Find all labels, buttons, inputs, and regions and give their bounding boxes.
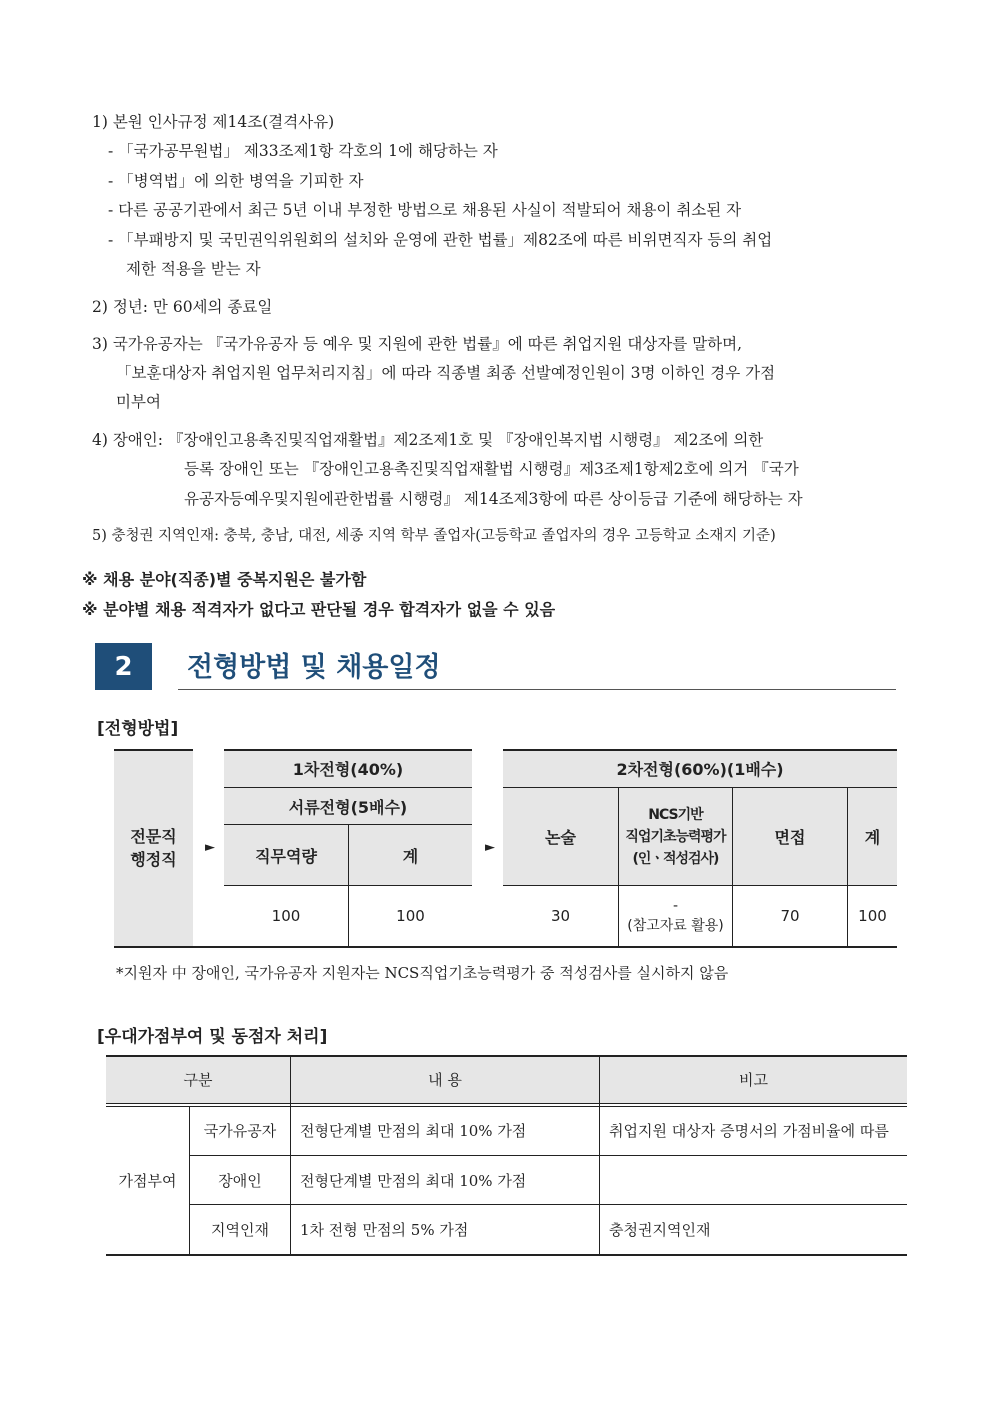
item-4-line2: 등록 장애인 또는 『장애인고용촉진및직업재활법 시행령』제3조제1항제2호에 의거 『국가 [184, 460, 799, 478]
rule [348, 825, 349, 946]
item-2: 2) 정년: 만 60세의 종료일 [92, 298, 273, 316]
rule [732, 788, 733, 946]
item-1-title: 1) 본원 인사규정 제14조(결격사유) [92, 113, 335, 131]
rule [190, 1204, 907, 1205]
rule [503, 749, 897, 751]
value-ncs [619, 886, 732, 946]
item-4-line3: 유공자등예우및지원에관한법률 시행령』 제14조제3항에 따른 상이등급 기준에 해당하는 자 [184, 490, 803, 508]
rule [503, 885, 897, 886]
document-screening-header: 서류전형(5배수) [224, 788, 472, 824]
item-1-sub-d-line1: - 「부패방지 및 국민권익위원회의 설치와 운영에 관한 법률」제82조에 따른 비위면직자 등의 취업 [108, 231, 773, 249]
rule [106, 1103, 907, 1104]
method-heading: [전형방법] [97, 719, 179, 739]
item-3-line2: 「보훈대상자 취업지원 업무처리지침」에 따라 직종별 최종 선발예정인원이 3명 이하인 경우 가점 [116, 364, 776, 382]
rule [190, 1155, 907, 1156]
item-4-line1: 4) 장애인: 『장애인고용촉진및직업재활법』제2조제1호 및 『장애인복지법 시행령』 제2조에 의한 [92, 431, 764, 449]
note-no-successful-applicant: ※ 분야별 채용 적격자가 없다고 판단될 경우 합격자가 없을 수 있음 [82, 600, 556, 619]
rule [114, 749, 193, 751]
arrow-icon: ► [205, 840, 215, 855]
rule [503, 787, 897, 788]
rule [599, 1056, 600, 1255]
essay-header: 논술 [503, 788, 618, 885]
row-type: 국가유공자 [203, 1122, 277, 1140]
rule [847, 788, 848, 946]
item-1-sub-a: - 「국가공무원법」 제33조제1항 각호의 1에 해당하는 자 [108, 142, 498, 160]
note-duplicate-application: ※ 채용 분야(직종)별 중복지원은 불가함 [82, 570, 367, 589]
interview-header: 면접 [733, 788, 847, 885]
group-bonus: 가점부여 [118, 1171, 177, 1190]
stage1-total-header: 계 [349, 825, 472, 885]
header-category: 구분 [106, 1056, 290, 1103]
row-note: 충청권지역인재 [609, 1221, 711, 1239]
bonus-heading: [우대가점부여 및 동점자 처리] [97, 1027, 328, 1047]
header-content: 내 용 [291, 1056, 599, 1103]
row-content: 전형단계별 만점의 최대 10% 가점 [300, 1122, 527, 1140]
value-interview: 70 [780, 907, 800, 925]
rule [618, 788, 619, 946]
section-rule [178, 689, 896, 690]
item-1-sub-d-line2: 제한 적용을 받는 자 [126, 260, 261, 278]
value-stage1-total: 100 [396, 907, 425, 925]
item-3-line1: 3) 국가유공자는 『국가유공자 등 예우 및 지원에 관한 법률』에 따른 취업지원 대상자를 말하며, [92, 335, 742, 353]
row-type: 지역인재 [211, 1221, 269, 1239]
item-1-sub-b: - 「병역법」에 의한 병역을 기피한 자 [108, 172, 364, 190]
header-remarks: 비고 [600, 1056, 907, 1103]
competency-header: 직무역량 [224, 825, 348, 885]
rule [224, 787, 472, 788]
stage1-header: 1차전형(40%) [224, 750, 472, 787]
row-type: 장애인 [218, 1171, 262, 1190]
rule [224, 749, 472, 751]
arrow-icon: ► [485, 840, 495, 855]
section-number: 2 [95, 643, 152, 690]
value-competency: 100 [271, 907, 301, 925]
rule [106, 1055, 907, 1057]
ncs-header: NCS기반 직업기초능력평가 (인ㆍ적성검사) [619, 788, 732, 885]
rule [114, 946, 897, 948]
row-note: 취업지원 대상자 증명서의 가점비율에 따름 [609, 1122, 889, 1140]
stage2-header: 2차전형(60%)(1배수) [503, 750, 897, 787]
item-3-line3: 미부여 [116, 393, 161, 411]
value-essay: 30 [550, 907, 571, 925]
job-category-cell: 전문직 행정직 [114, 750, 193, 946]
rule [189, 1106, 190, 1255]
rule [290, 1056, 291, 1255]
rule [106, 1254, 907, 1256]
item-5: 5) 충청권 지역인재: 충북, 충남, 대전, 세종 지역 학부 졸업자(고등학교 졸업자의 경우 고등학교 소재지 기준) [92, 528, 776, 544]
row-content: 1차 전형 만점의 5% 가점 [300, 1221, 469, 1239]
section-title: 전형방법 및 채용일정 [187, 652, 441, 683]
row-content: 전형단계별 만점의 최대 10% 가점 [300, 1171, 527, 1190]
value-ncs-dash: - [672, 898, 679, 914]
item-1-sub-c: - 다른 공공기관에서 최근 5년 이내 부정한 방법으로 채용된 사실이 적발되어 채용이 취소된 자 [108, 201, 742, 219]
value-ncs-note: (참고자료 활용) [627, 918, 724, 934]
stage2-total-header: 계 [848, 788, 897, 885]
row-note [600, 1156, 907, 1204]
rule [106, 1106, 907, 1107]
value-stage2-total: 100 [858, 907, 887, 925]
method-footnote: *지원자 中 장애인, 국가유공자 지원자는 NCS직업기초능력평가 중 적성검사를 실시하지 않음 [116, 964, 729, 982]
